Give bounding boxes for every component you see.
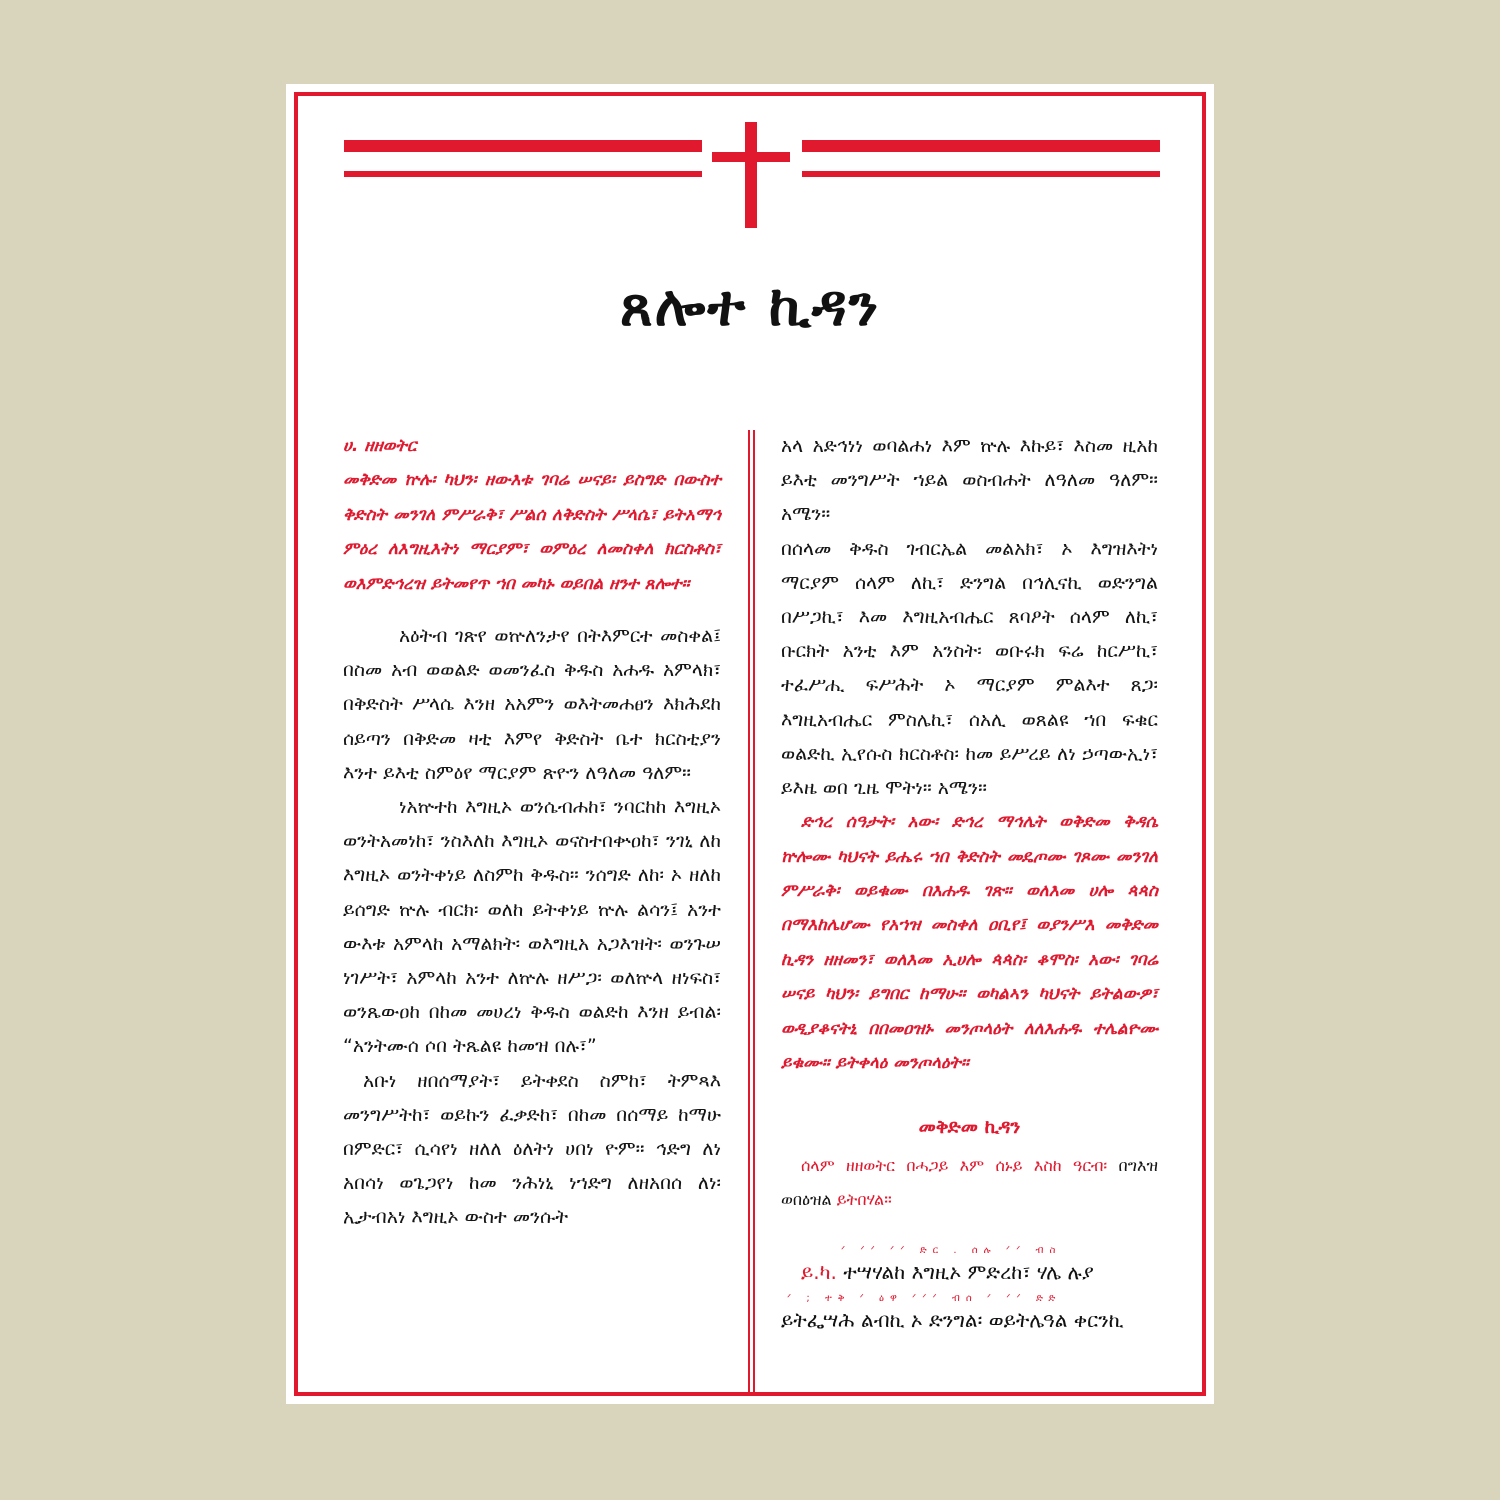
- cross-icon-horizontal: [712, 152, 790, 162]
- chant-line: [781, 1258, 1158, 1286]
- left-header-bar-thin: [344, 171, 702, 177]
- chant-text: ተሣሃልከ እግዚኦ ምድረከ፣ ሃሌ ሉያ: [843, 1260, 1094, 1284]
- left-column: [343, 429, 721, 1235]
- chant-speaker-label: ይ.ካ.: [801, 1260, 837, 1284]
- page-title: ጸሎተ ኪዳን: [619, 274, 881, 339]
- rubric-heading: ሀ. ዘዘወትር: [343, 436, 417, 456]
- prayer-paragraph: አዕትብ ገጽየ ወኵለንታየ በትእምርተ መስቀል፤ በስመ አብ ወወልድ ወመንፈስ ቅዱስ አሐዱ አምላክ፣ በቅድስት ሥላሴ እንዘ አአምን ወእትመሐፀን እክሕደከ ሰይጣን በቅድመ ዛቲ እምየ ቅድስት ቤተ ክርስቲያን እንተ ይእቲ ስምዕየ ማርያም ጽዮን ለዓለመ ዓለም።: [343, 625, 721, 784]
- document-page: [286, 84, 1214, 1404]
- musical-notation: ᐟ ; ተቅ ᐟ ዕዋ ᐟᐟᐟ ብሰ ᐟ ᐟᐟ ድድ: [787, 1293, 1062, 1304]
- musical-notation: ᐟ ᐟᐟ ᐟᐟ ድር . ሰሉ ᐟᐟ ብስ: [841, 1245, 1062, 1256]
- chant-block: [781, 1244, 1158, 1334]
- right-header-bar-thick: [802, 140, 1160, 152]
- prayer-paragraph: በሰላመ ቅዱስ ገብርኤል መልአክ፣ ኦ እግዝእትነ ማርያም ሰላም ለኪ፣ ድንግል በኅሊናኪ ወድንግል በሥጋኪ፣ እመ እግዚአብሔር ጸባዖት ሰላም ለኪ፣ ቡርክት አንቲ እም አንስት፡ ወቡሩክ ፍሬ ከርሥኪ፣ ተፈሥሒ ፍሥሕት ኦ ማርያም ምልእተ ጸጋ፡ እግዚአብሔር ምስሌኪ፣ ሰአሊ ወጸልዩ ኀበ ፍቁር ወልድኪ ኢየሱስ ክርስቶስ፡ ከመ ይሥረይ ለነ ኃጣውኢነ፣ ይእዜ ወበ ጊዜ ሞትነ። አሜን።: [781, 537, 1158, 800]
- right-header-bar-thin: [802, 171, 1160, 177]
- prayer-paragraph: አላ አድኅነነ ወባልሐነ እም ኵሉ እኩይ፣ እስመ ዚአከ ይእቲ መንግሥት ኀይል ወስብሐት ለዓለመ ዓለም። አሜን።: [781, 435, 1158, 526]
- column-divider: [748, 430, 750, 1392]
- intro-line: [781, 1149, 1158, 1217]
- left-header-bar-thick: [344, 140, 702, 152]
- intro-red-text: ይትበሃል።: [836, 1189, 892, 1209]
- cross-icon-vertical: [745, 122, 757, 228]
- prayer-paragraph: አቡነ ዘበሰማያት፣ ይትቀደስ ስምከ፣ ትምጻእ መንግሥትከ፣ ወይኩን ፈቃድከ፣ በከመ በሰማይ ከማሁ በምድር፣ ሲሳየነ ዘለለ ዕለትነ ሀበነ ዮም። ኅድግ ለነ አበሳነ ወጌጋየነ ከመ ንሕነኒ ነኀድግ ለዘአበሰ ለነ፡ ኢታብአነ እግዚኦ ውስተ መንሱት: [343, 1069, 721, 1229]
- right-column: [781, 429, 1158, 1217]
- section-heading: መቅድመ ኪዳን: [918, 1116, 1021, 1139]
- rubric-text: መቅድመ ኵሉ፡ ካህን፡ ዘውእቱ ገባሬ ሠናይ፡ ይስግድ በውስተ ቅድስት መንገለ ምሥራቅ፣ ሥልሰ ለቅድስት ሥላሴ፣ ይትአማኅ ምዕረ ለእግዚእትነ ማርያም፣ ወምዕረ ለመስቀለ ክርስቶስ፣ ወእምድኅረዝ ይትመየጥ ኀበ መካኑ ወይበል ዘንተ ጸሎተ።: [343, 470, 721, 594]
- intro-black-text: በግእዝ ወበዕዝል: [781, 1155, 1158, 1209]
- rubric-text: ድኅረ ሰዓታት፡ አው፡ ድኅረ ማኅሌት ወቅድመ ቅዳሴ ኵሎሙ ካህናት ይሔሩ ኀበ ቅድስት መዴጦሙ ገጾሙ መንገለ ምሥራቅ፡ ወይቁሙ በእሐዱ ገጽ። ወለእመ ሀሎ ጳጳስ በማእከሌሆሙ የአኀዝ መስቀለ ዐቢየ፤ ወያንሥእ መቅድመ ኪዳን ዘዘመን፣ ወለእመ ኢሀሎ ጳጳስ፡ ቆሞስ፡ አው፡ ገባሬ ሠናይ ካህን፡ ይግበር ከማሁ። ወካልኣን ካህናት ይትልውዎ፣ ወዲያቆናትኒ በበመዐዝኑ መንጦላዕት ለለእሐዱ ተሌልዮሙ ይቁሙ። ይትቀላዕ መንጦላዕት።: [781, 812, 1158, 1074]
- chant-text: ይትፌሣሕ ልብኪ ኦ ድንግል፡ ወይትሌዓል ቀርንኪ: [781, 1308, 1124, 1332]
- prayer-paragraph: ነአኵተከ እግዚኦ ወንሴብሐከ፣ ንባርከከ እግዚኦ ወንትአመነከ፣ ንስእለከ እግዚኦ ወናስተበቍዐከ፣ ንገኒ ለከ እግዚኦ ወንትቀነይ ለስምከ ቅዱስ። ንሰግድ ለከ፡ ኦ ዘለከ ይሰግድ ኵሉ ብርክ፡ ወለከ ይትቀነይ ኵሉ ልሳን፤ አንተ ውእቱ አምላከ አማልክት፡ ወእግዚአ አጋእዝት፡ ወንጉሠ ነገሥት፣ አምላከ አንተ ለኵሉ ዘሥጋ፡ ወለኵላ ዘነፍስ፣ ወንጼውዐከ በከመ መሀረነ ቅዱስ ወልድከ እንዘ ይብል፡ “አንትሙሰ ሶበ ትጼልዩ ከመዝ በሉ፣”: [343, 796, 721, 1058]
- intro-red-text: ሰላም ዘዘወትር: [801, 1155, 895, 1175]
- intro-red-text: በሓጋይ እም ሰኑይ እስከ ዓርብ፡: [906, 1155, 1108, 1175]
- column-divider: [753, 430, 755, 1392]
